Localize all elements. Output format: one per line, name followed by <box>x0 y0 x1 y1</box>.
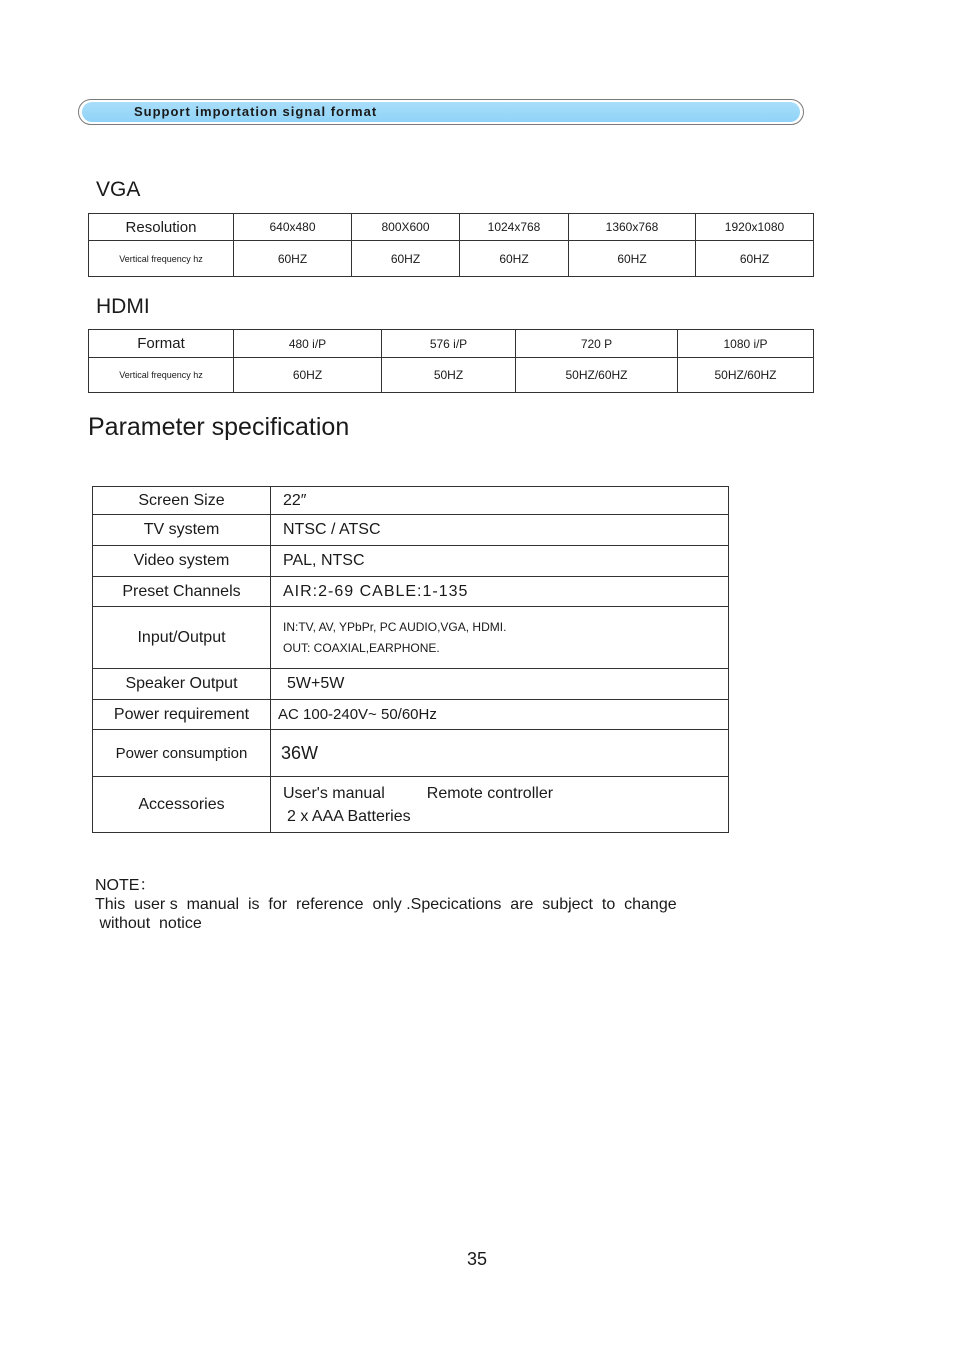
spec-row <box>93 487 729 515</box>
vga-resolution-cell: 640x480 <box>234 214 352 241</box>
accessory-item: 2 x AAA Batteries <box>287 807 411 825</box>
vga-frequency-label: Vertical frequency hz <box>89 241 234 277</box>
spec-label: Screen Size <box>93 487 271 515</box>
spec-value <box>271 777 729 833</box>
hdmi-frequency-cell: 60HZ <box>234 358 382 393</box>
note-block <box>95 876 677 933</box>
spec-value: 5W+5W <box>271 669 729 700</box>
vga-heading: VGA <box>96 178 141 201</box>
spec-value: AC 100-240V~ 50/60Hz <box>271 700 729 730</box>
hdmi-frequency-cell: 50HZ/60HZ <box>516 358 678 393</box>
vga-resolution-cell: 1920x1080 <box>696 214 814 241</box>
spec-value: 22″ <box>271 487 729 515</box>
spec-row <box>93 607 729 669</box>
vga-frequency-cell: 60HZ <box>460 241 569 277</box>
spec-row <box>93 669 729 700</box>
note-line: without notice <box>95 915 202 932</box>
spec-row <box>93 700 729 730</box>
parameter-table <box>92 486 729 833</box>
vga-resolution-label: Resolution <box>89 214 234 241</box>
spec-value: PAL, NTSC <box>271 546 729 577</box>
page-number: 35 <box>466 1249 488 1269</box>
spec-row <box>93 577 729 607</box>
accessory-item: Remote controller <box>426 784 554 802</box>
spec-label: Preset Channels <box>93 577 271 607</box>
spec-label: Speaker Output <box>93 669 271 700</box>
spec-value: AIR:2-69 CABLE:1-135 <box>271 577 729 607</box>
spec-value <box>271 607 729 669</box>
spec-label: Accessories <box>93 777 271 833</box>
vga-resolution-cell: 1360x768 <box>569 214 696 241</box>
vga-frequency-cell: 60HZ <box>234 241 352 277</box>
parameter-heading: Parameter specification <box>88 413 350 441</box>
hdmi-heading: HDMI <box>96 295 150 318</box>
spec-value: 36W <box>271 730 729 777</box>
hdmi-format-cell: 480 i/P <box>234 330 382 358</box>
io-input-line: IN:TV, AV, YPbPr, PC AUDIO,VGA, HDMI. <box>283 619 507 634</box>
hdmi-frequency-label: Vertical frequency hz <box>89 358 234 393</box>
vga-frequency-cell: 60HZ <box>696 241 814 277</box>
spec-row <box>93 515 729 546</box>
accessory-item: User's manual <box>283 784 385 802</box>
note-line: This user s manual is for reference only .Specications are subject to change <box>95 896 677 913</box>
hdmi-table <box>88 329 814 393</box>
spec-row <box>93 777 729 833</box>
spec-row <box>93 546 729 577</box>
hdmi-frequency-cell: 50HZ/60HZ <box>678 358 814 393</box>
spec-label: Video system <box>93 546 271 577</box>
hdmi-format-label: Format <box>89 330 234 358</box>
hdmi-format-cell: 720 P <box>516 330 678 358</box>
hdmi-format-cell: 1080 i/P <box>678 330 814 358</box>
banner-title: Support importation signal format <box>134 104 378 119</box>
io-output-line: OUT: COAXIAL,EARPHONE. <box>283 640 440 655</box>
spec-value: NTSC / ATSC <box>271 515 729 546</box>
spec-label: Power requirement <box>93 700 271 730</box>
spec-label: Power consumption <box>93 730 271 777</box>
vga-table <box>88 213 814 277</box>
hdmi-format-cell: 576 i/P <box>382 330 516 358</box>
hdmi-frequency-cell: 50HZ <box>382 358 516 393</box>
note-title: NOTE： <box>95 877 156 894</box>
spec-row <box>93 730 729 777</box>
vga-resolution-cell: 800X600 <box>352 214 460 241</box>
spec-label: TV system <box>93 515 271 546</box>
vga-resolution-cell: 1024x768 <box>460 214 569 241</box>
section-banner <box>78 99 804 125</box>
vga-frequency-cell: 60HZ <box>569 241 696 277</box>
spec-label: Input/Output <box>93 607 271 669</box>
vga-frequency-cell: 60HZ <box>352 241 460 277</box>
